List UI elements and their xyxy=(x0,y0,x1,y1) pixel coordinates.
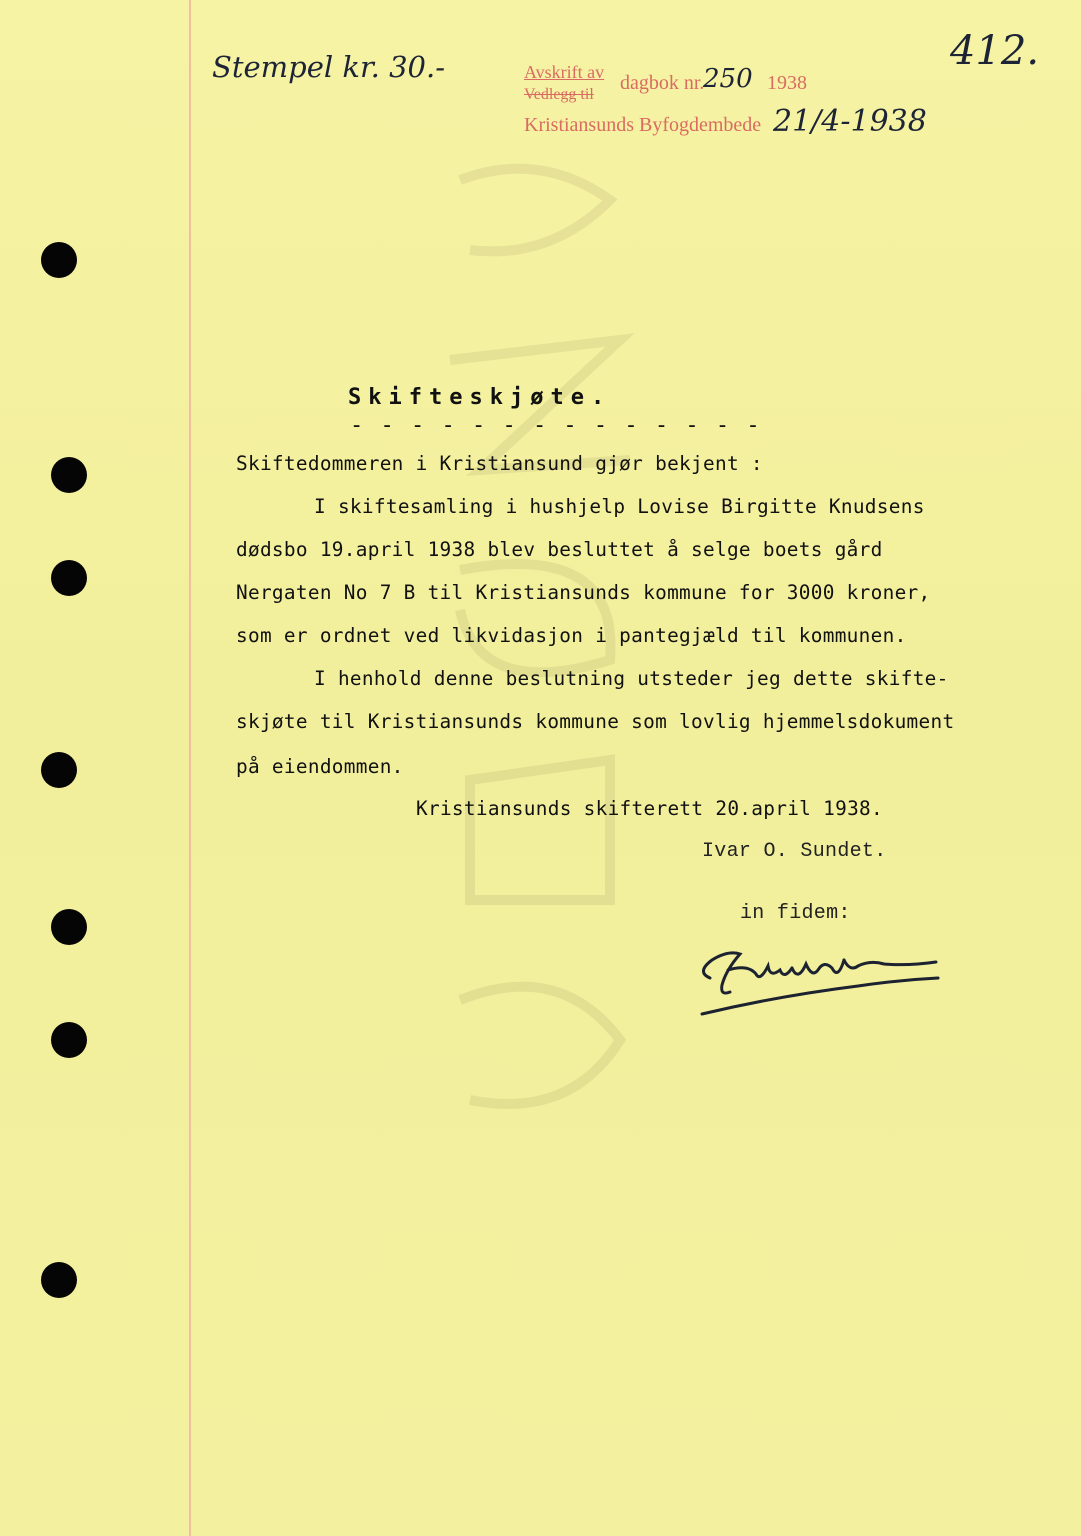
body-line: I skiftesamling i hushjelp Lovise Birgitte Knudsens xyxy=(314,495,925,518)
punch-hole xyxy=(41,242,77,278)
header-dagbok-label: dagbok nr. xyxy=(620,72,705,94)
punch-hole xyxy=(41,1262,77,1298)
signer-name: Ivar O. Sundet. xyxy=(702,840,887,863)
punch-hole xyxy=(51,457,87,493)
bleed-through-watermark xyxy=(420,140,650,1160)
header-date: 21/4-1938 xyxy=(773,104,927,139)
punch-hole xyxy=(41,752,77,788)
body-line: Skiftedommeren i Kristiansund gjør bekjent : xyxy=(236,452,763,475)
punch-hole xyxy=(51,1022,87,1058)
body-line: som er ordnet ved likvidasjon i pantegjæld til kommunen. xyxy=(236,624,907,647)
body-line: dødsbo 19.april 1938 blev besluttet å selge boets gård xyxy=(236,538,883,561)
punch-hole xyxy=(51,560,87,596)
header-year: 1938 xyxy=(767,72,807,94)
punch-hole xyxy=(51,909,87,945)
in-fidem-label: in fidem: xyxy=(740,902,851,925)
stamp-duty-note: Stempel kr. 30.- xyxy=(212,50,446,84)
title-underline: - - - - - - - - - - - - - - xyxy=(350,413,762,438)
header-office: Kristiansunds Byfogdembede xyxy=(524,114,762,136)
page-number: 412. xyxy=(950,28,1040,74)
body-line: skjøte til Kristiansunds kommune som lovlig hjemmelsdokument xyxy=(236,710,955,733)
header-dagbok-number: 250 xyxy=(703,64,753,94)
margin-rule xyxy=(189,0,191,1536)
document-title: Skifteskjøte. xyxy=(348,385,612,410)
header-avskrift-label: Avskrift av xyxy=(524,62,605,82)
handwritten-signature xyxy=(698,930,948,1020)
place-and-date: Kristiansunds skifterett 20.april 1938. xyxy=(416,797,883,820)
body-line: I henhold denne beslutning utsteder jeg dette skifte- xyxy=(314,667,949,690)
body-line: på eiendommen. xyxy=(236,755,404,778)
body-line: Nergaten No 7 B til Kristiansunds kommune for 3000 kroner, xyxy=(236,581,931,604)
header-vedlegg-label: Vedlegg til xyxy=(524,86,594,103)
